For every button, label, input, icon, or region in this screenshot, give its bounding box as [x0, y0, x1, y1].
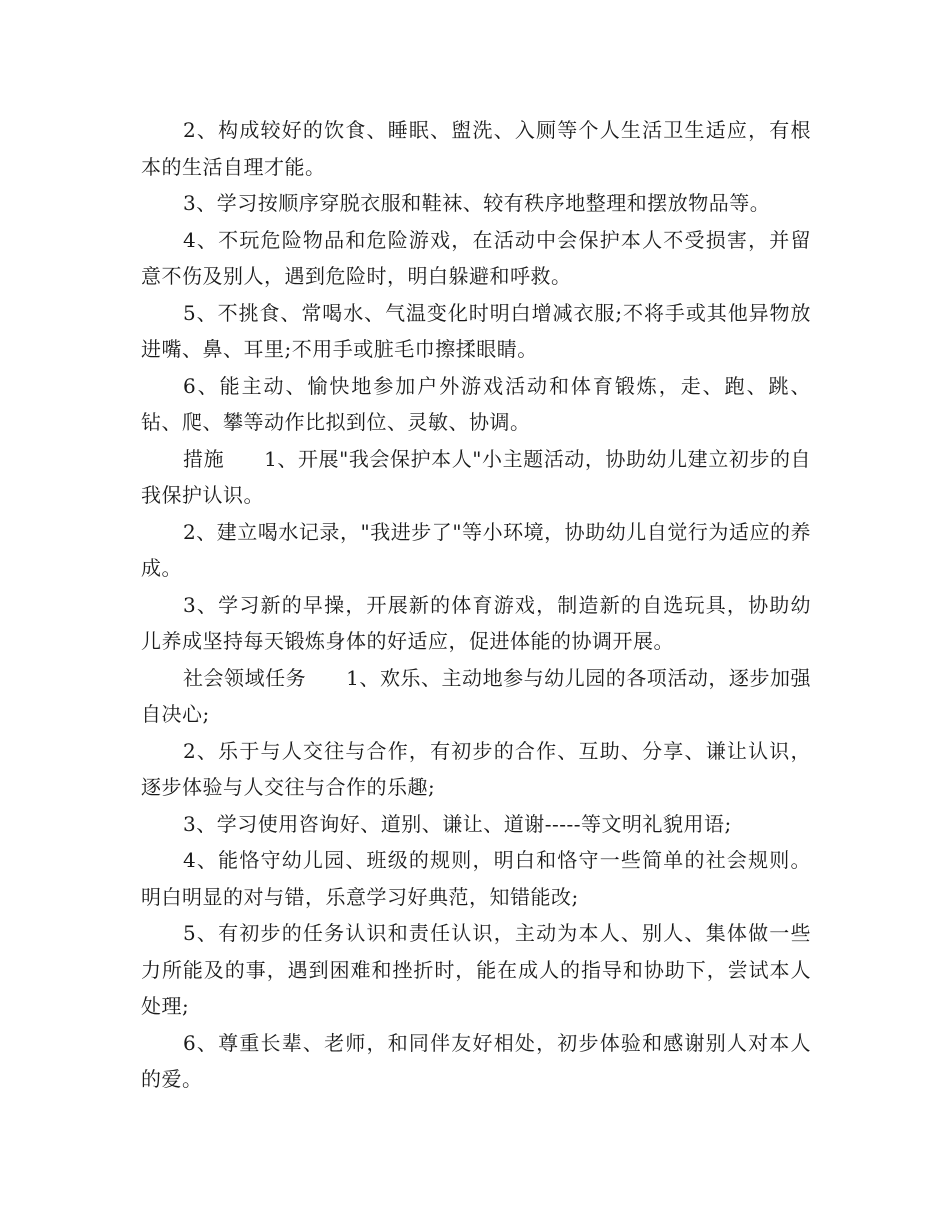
paragraph-respect-elders [141, 1025, 811, 1098]
section-label: 措施 [183, 446, 225, 471]
paragraph-text: 5、有初步的任务认识和责任认识，主动为本人、别人、集体做一些力所能及的事，遇到困难和挫折时，能在成人的指导和协助下，尝试本人处理; [141, 921, 811, 1018]
paragraph-hygiene-habits [141, 112, 811, 185]
paragraph-cooperation [141, 733, 811, 806]
document-body [141, 112, 811, 1098]
paragraph-text: 1、开展"我会保护本人"小主题活动，协助幼儿建立初步的自我保护认识。 [141, 446, 812, 507]
paragraph-eating-habits [141, 295, 811, 368]
section-label: 社会领域任务 [183, 665, 307, 690]
paragraph-social-tasks [141, 660, 811, 733]
paragraph-text: 2、乐于与人交往与合作，有初步的合作、互助、分享、谦让认识，逐步体验与人交往与合作的乐趣; [141, 738, 811, 799]
paragraph-text: 1、欢乐、主动地参与幼儿园的各项活动，逐步加强自决心; [141, 665, 811, 726]
paragraph-safety [141, 222, 811, 295]
paragraph-text: 2、建立喝水记录，"我进步了"等小环境，协助幼儿自觉行为适应的养成。 [141, 519, 811, 580]
paragraph-text: 4、不玩危险物品和危险游戏，在活动中会保护本人不受损害，并留意不伤及别人，遇到危险时，明白躲避和呼救。 [141, 227, 811, 288]
paragraph-water-record [141, 514, 811, 587]
paragraph-responsibility [141, 915, 811, 1025]
paragraph-text: 5、不挑食、常喝水、气温变化时明白增减衣服;不将手或其他异物放进嘴、鼻、耳里;不用手或脏毛巾擦揉眼睛。 [141, 300, 811, 361]
paragraph-polite-language [141, 806, 811, 843]
paragraph-text: 6、能主动、愉快地参加户外游戏活动和体育锻炼，走、跑、跳、钻、爬、攀等动作比拟到位、灵敏、协调。 [141, 373, 811, 434]
paragraph-text: 2、构成较好的饮食、睡眠、盥洗、入厕等个人生活卫生适应，有根本的生活自理才能。 [141, 118, 811, 179]
paragraph-text: 3、学习新的早操，开展新的体育游戏，制造新的自选玩具，协助幼儿养成坚持每天锻炼身体的好适应，促进体能的协调开展。 [141, 592, 811, 653]
paragraph-text: 3、学习使用咨询好、道别、谦让、道谢-----等文明礼貌用语; [183, 811, 732, 836]
paragraph-text: 4、能恪守幼儿园、班级的规则，明白和恪守一些简单的社会规则。明白明显的对与错，乐意学习好典范，知错能改; [141, 848, 811, 909]
paragraph-rules [141, 842, 811, 915]
paragraph-text: 6、尊重长辈、老师，和同伴友好相处，初步体验和感谢别人对本人的爱。 [141, 1030, 811, 1091]
paragraph-outdoor-activities [141, 368, 811, 441]
paragraph-measures [141, 441, 811, 514]
paragraph-text: 3、学习按顺序穿脱衣服和鞋袜、较有秩序地整理和摆放物品等。 [183, 191, 771, 215]
paragraph-dressing-order [141, 185, 811, 222]
paragraph-morning-exercise [141, 587, 811, 660]
